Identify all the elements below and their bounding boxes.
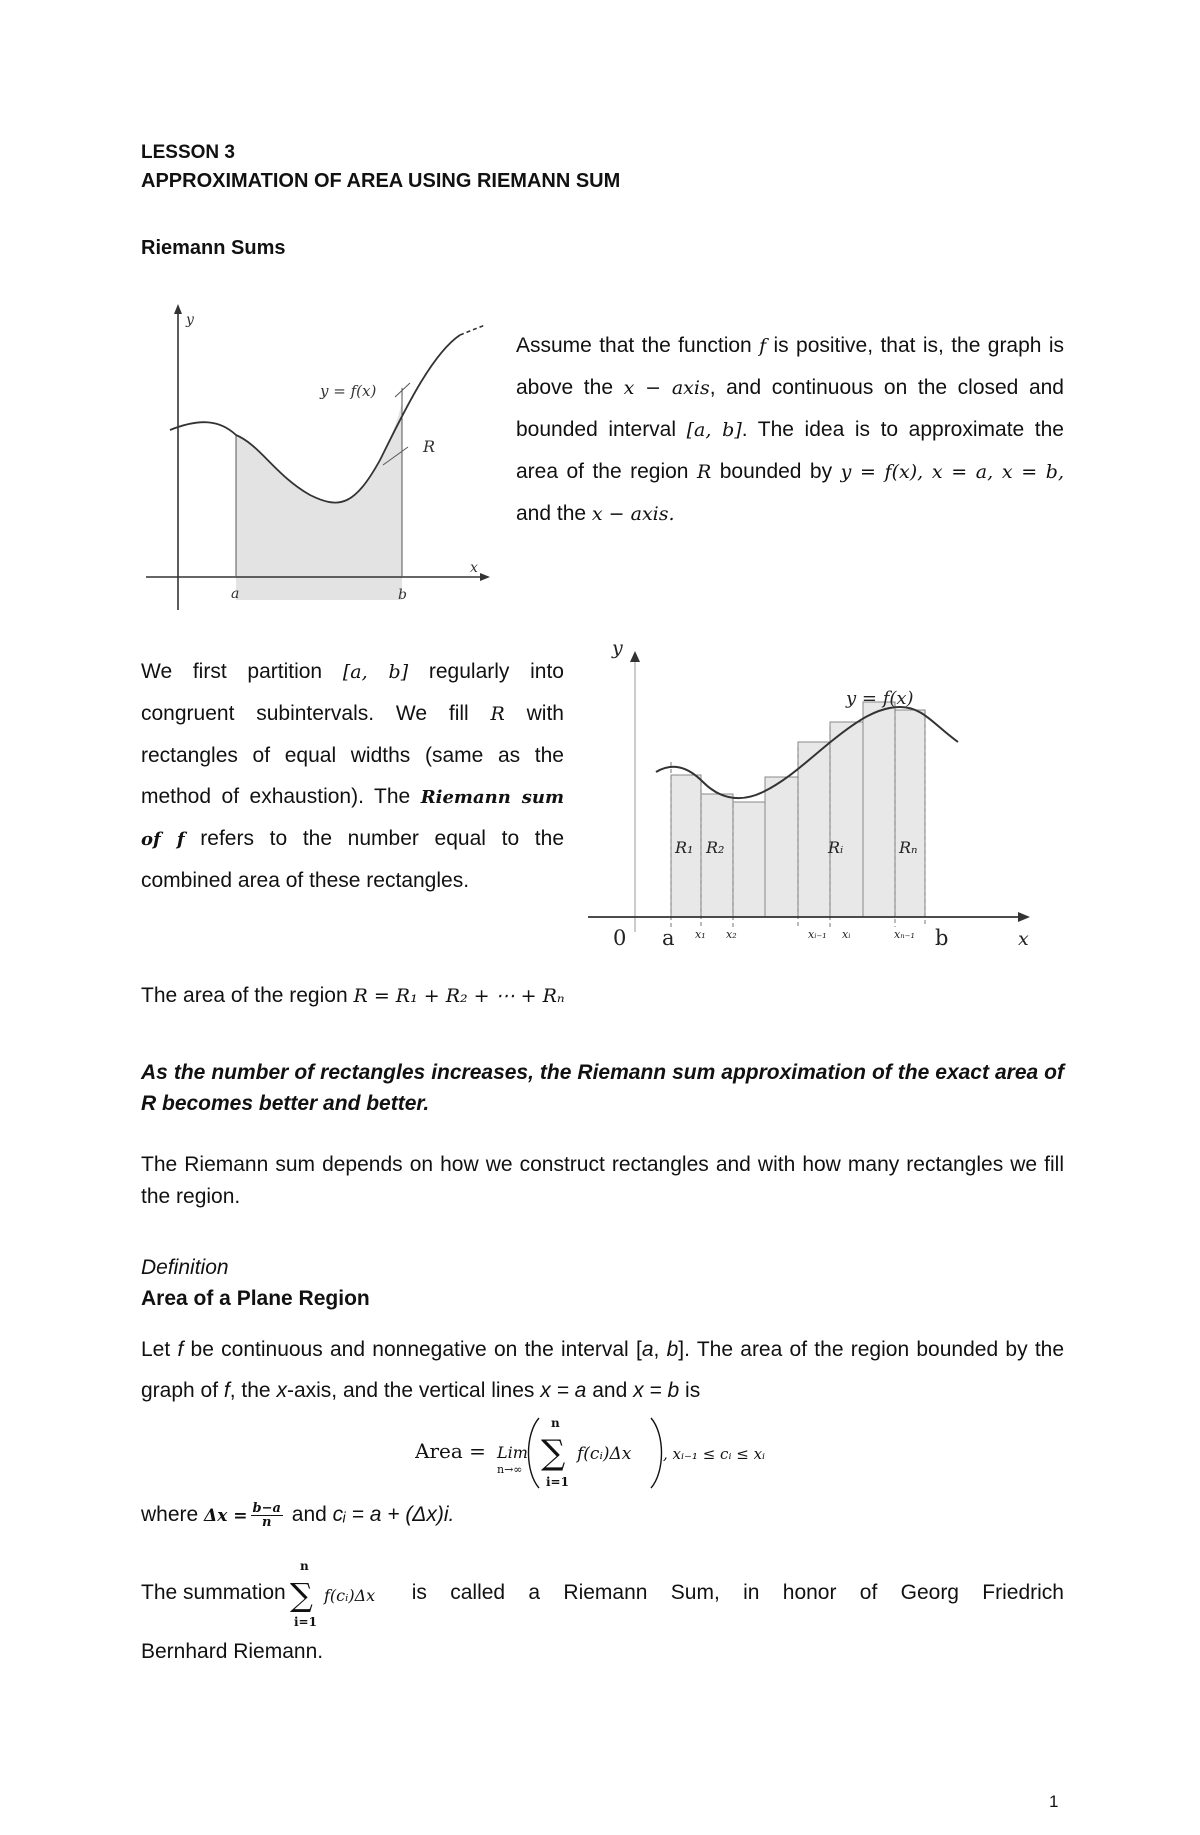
formula-lim: Lim	[497, 1443, 528, 1462]
bernhard-line: Bernhard Riemann.	[141, 1640, 324, 1663]
math-b: b	[666, 1338, 679, 1361]
text: -axis, and the vertical lines	[286, 1379, 541, 1402]
math-delta-x: Δx =	[204, 1506, 248, 1527]
math-x-axis: x − axis	[623, 377, 710, 399]
fig2-tick-x2: x₂	[726, 928, 737, 941]
fig2-tick-x1: x₁	[695, 928, 706, 941]
text: ,	[653, 1338, 667, 1361]
rectangles	[671, 702, 925, 917]
text: be continuous and nonnegative on the interval [	[183, 1338, 642, 1361]
formula-area-label: Area =	[415, 1439, 486, 1463]
math-interval: [a, b]	[342, 661, 409, 683]
fig2-rect-label-Ri: Rᵢ	[828, 838, 844, 857]
math-x-eq-b: x = b	[633, 1379, 680, 1402]
math-f: f	[759, 335, 767, 357]
fig1-x-label: x	[470, 560, 478, 576]
math-interval: [a, b]	[686, 419, 742, 441]
fig2-b-label: b	[935, 926, 949, 950]
text: regularly into congruent subintervals. We fill	[141, 660, 564, 725]
function-curve	[170, 335, 460, 503]
math-f: f	[223, 1379, 230, 1402]
text: Let	[141, 1338, 178, 1361]
text: is called a Riemann Sum, in honor of Georg Friedrich	[411, 1581, 1064, 1604]
text: where	[141, 1503, 205, 1527]
fig1-region-label: R	[423, 437, 436, 456]
text: , and continuous on the closed and bounded interval	[516, 376, 1064, 441]
fraction-denominator: n	[262, 1515, 272, 1530]
text: We first partition	[141, 660, 343, 683]
left-paren	[529, 1418, 540, 1488]
fig2-rect-label-R2: R₂	[706, 838, 725, 857]
text: is positive, that is, the graph is above the	[516, 334, 1064, 399]
definition-text	[141, 1329, 1064, 1411]
math-f: f	[177, 1338, 184, 1361]
lesson-number: LESSON 3	[141, 142, 235, 163]
right-paren	[651, 1418, 662, 1488]
fig2-tick-xn-1: xₙ₋₁	[894, 928, 915, 941]
where-line	[141, 1502, 454, 1529]
rect-3	[733, 802, 765, 917]
sum-lower-limit: i=1	[293, 1615, 317, 1628]
rect-7	[863, 702, 895, 917]
inline-summation	[286, 1558, 406, 1628]
y-axis-arrow	[174, 304, 182, 314]
fig2-curve-label: y = f(x)	[846, 688, 914, 709]
sum-term: f(cᵢ)Δx	[323, 1586, 375, 1605]
text: refers to the number equal to the combined area of these rectangles.	[141, 827, 564, 892]
riemann-sum-term: Riemann sum of f	[141, 787, 564, 850]
formula-lim-subscript: n→∞	[497, 1463, 523, 1476]
fig2-rect-label-R1: R₁	[675, 838, 694, 857]
math-area-sum: R = R₁ + R₂ + ⋯ + Rₙ	[353, 985, 565, 1007]
fig1-curve-label: y = f(x)	[320, 382, 377, 400]
rect-4	[765, 777, 798, 917]
sum-upper-limit: n	[299, 1559, 309, 1573]
formula-upper-limit: n	[551, 1416, 560, 1430]
fig2-origin-label: 0	[613, 926, 627, 950]
fig2-y-label: y	[612, 637, 623, 659]
sum-sigma: ∑	[289, 1576, 313, 1614]
text: The area of the region	[141, 984, 354, 1007]
formula-lower-limit: i=1	[546, 1475, 569, 1489]
math-x-axis: x − axis.	[591, 503, 675, 525]
math-bounds: y = f(x), x = a, x = b,	[840, 461, 1064, 483]
text: Assume that the function	[516, 334, 760, 357]
text: and	[586, 1379, 634, 1402]
rect-6	[830, 722, 863, 917]
partition-paragraph	[141, 651, 564, 901]
fig2-a-label: a	[662, 926, 675, 950]
fig2-tick-xi: xᵢ	[842, 928, 851, 941]
fig1-b-label: b	[398, 587, 407, 603]
emphasis-statement: As the number of rectangles increases, the Riemann sum approximation of the exact area of R becomes better and better.	[141, 1061, 1064, 1115]
fraction-numerator: b−a	[252, 1501, 281, 1516]
text: , the	[229, 1379, 277, 1402]
x-axis-arrow	[1018, 912, 1030, 922]
math-x-eq-a: x = a	[540, 1379, 587, 1402]
definition-label: Definition	[141, 1256, 229, 1279]
rect-Rn	[895, 710, 925, 917]
math-x: x	[276, 1379, 287, 1402]
text: and the	[516, 502, 592, 525]
area-of-region-line	[141, 984, 565, 1008]
text: with rectangles of equal widths (same as the method of exhaustion). The	[141, 702, 564, 808]
formula-condition: , xᵢ₋₁ ≤ cᵢ ≤ xᵢ	[663, 1445, 766, 1463]
x-axis-arrow	[480, 573, 490, 581]
fig2-rect-label-Rn: Rₙ	[899, 838, 918, 857]
fig1-y-label: y	[186, 312, 194, 328]
y-axis-arrow	[630, 651, 640, 662]
fraction-b-minus-a-over-n	[251, 1502, 283, 1529]
math-a: a	[641, 1338, 654, 1361]
text: . The idea is to approximate the area of the region	[516, 418, 1064, 483]
text: ]. The area of the region bounded by the graph of	[141, 1338, 1065, 1402]
definition-heading: Area of a Plane Region	[141, 1287, 370, 1310]
section-heading: Riemann Sums	[141, 237, 286, 259]
fig1-a-label: a	[231, 586, 240, 602]
text: is	[679, 1379, 701, 1402]
text: The summation	[141, 1581, 286, 1604]
summation-line	[141, 1558, 1064, 1628]
lesson-title: APPROXIMATION OF AREA USING RIEMANN SUM	[141, 170, 621, 192]
math-ci: cᵢ = a + (Δx)i.	[332, 1503, 455, 1527]
formula-term: f(cᵢ)Δx	[577, 1444, 632, 1464]
fig2-tick-xi-1: xᵢ₋₁	[808, 928, 827, 941]
math-R: R	[696, 461, 712, 483]
page-number: 1	[1049, 1792, 1059, 1811]
fig2-x-label: x	[1018, 928, 1029, 950]
area-limit-formula	[415, 1412, 815, 1492]
formula-sigma: ∑	[541, 1433, 566, 1473]
text: bounded by	[711, 460, 841, 483]
text: and	[285, 1503, 333, 1527]
figure-riemann-rectangles	[578, 632, 1058, 952]
math-R: R	[490, 703, 505, 725]
figure-area-under-curve	[140, 300, 500, 610]
rect-5	[798, 742, 830, 917]
curve-extension-dashed	[460, 325, 485, 335]
shaded-region-R	[236, 386, 403, 600]
intro-paragraph	[516, 325, 1064, 535]
construction-paragraph: The Riemann sum depends on how we construct rectangles and with how many rectangles we fill the region.	[141, 1153, 1064, 1208]
